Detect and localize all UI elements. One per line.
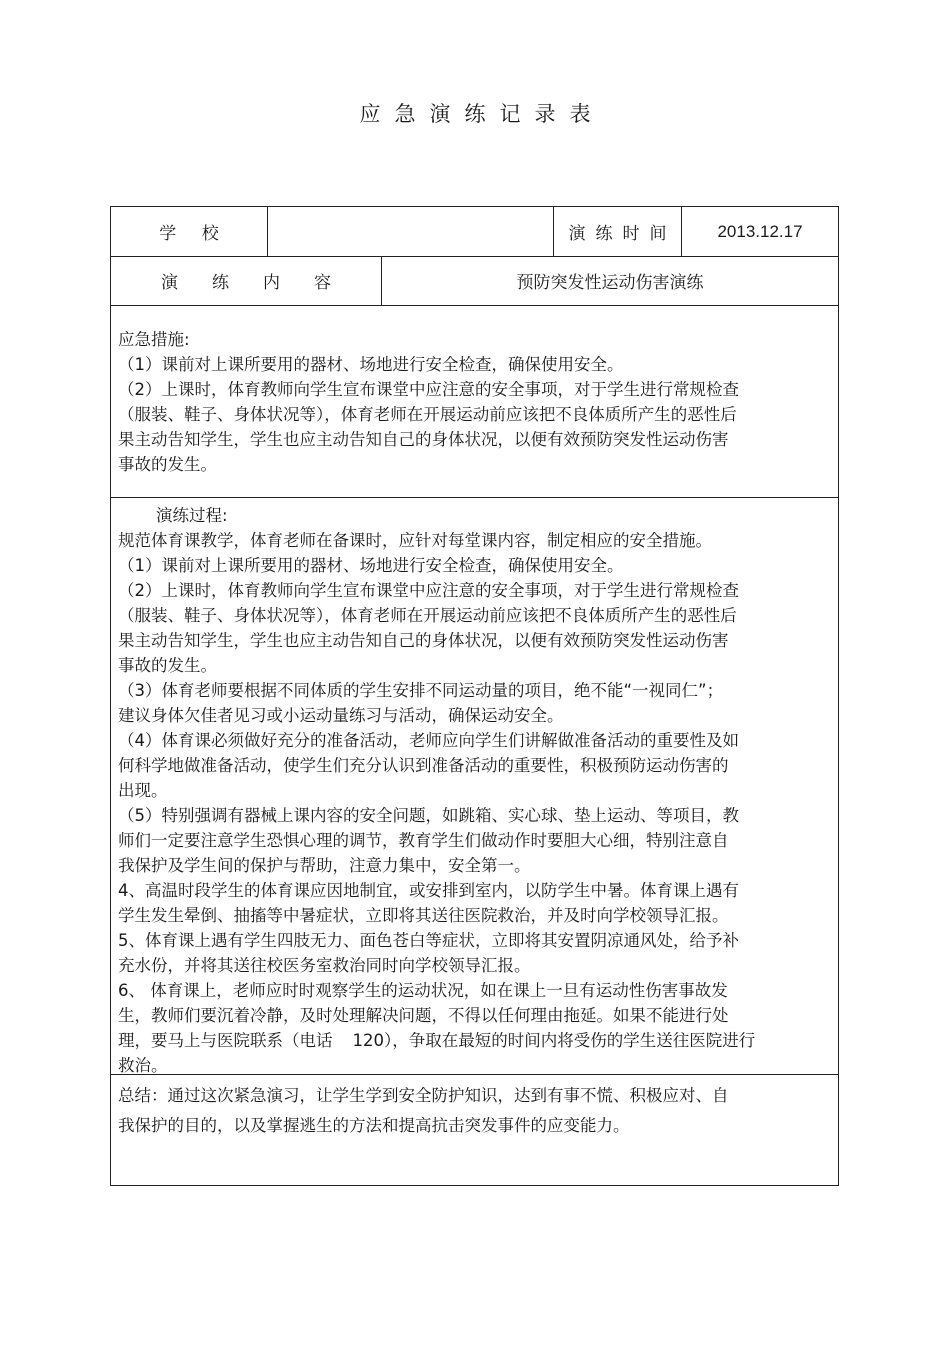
process-tel-line — [118, 1028, 806, 1053]
row-divider — [111, 497, 838, 498]
process-line: （5）特别强调有器械上课内容的安全问题，如跳箱、实心球、垫上运动、等项目，教 — [118, 806, 739, 825]
summary-section — [118, 1081, 806, 1141]
drill-time-value: 2013.12.17 — [717, 221, 803, 241]
process-line: 学生发生晕倒、抽搐等中暑症状，立即将其送往医院救治，并及时向学校领导汇报。 — [118, 906, 729, 925]
measures-line: 果主动告知学生，学生也应主动告知自己的身体状况，以便有效预防突发性运动伤害 — [118, 430, 729, 449]
process-line: 6、 体育课上，老师应时时观察学生的运动状况，如在课上一旦有运动性伤害事故发 — [118, 981, 728, 1000]
measures-line: （服装、鞋子、身体状况等），体育老师在开展运动前应该把不良体质所产生的恶性后 — [118, 405, 737, 424]
process-line: 师们一定要注意学生恐惧心理的调节，教育学生们做动作时要胆大心细，特别注意自 — [118, 831, 729, 850]
drill-process-section — [118, 503, 806, 1078]
emergency-measures-section — [118, 327, 806, 477]
process-line: 出现。 — [118, 781, 168, 800]
process-line: 5、体育课上遇有学生四肢无力、面色苍白等症状，立即将其安置阴凉通风处，给予补 — [118, 931, 739, 950]
drill-record-table — [110, 206, 839, 1186]
school-value — [268, 207, 553, 256]
tel-number: 120 — [352, 1031, 384, 1050]
measures-line: 应急措施: — [118, 330, 190, 349]
process-line: 4、高温时段学生的体育课应因地制宜，或安排到室内，以防学生中暑。体育课上遇有 — [118, 881, 739, 900]
page-title: 应急演练记录表 — [359, 102, 605, 126]
measures-line: （2）上课时，体育教师向学生宣布课堂中应注意的安全事项，对于学生进行常规检查 — [118, 380, 739, 399]
drill-content-label: 演练内容 — [161, 273, 365, 293]
process-line: （服装、鞋子、身体状况等），体育老师在开展运动前应该把不良体质所产生的恶性后 — [118, 606, 737, 625]
measures-line: 事故的发生。 — [118, 455, 217, 474]
tel-text-before: 理，要马上与医院联系（电话 — [118, 1031, 333, 1050]
drill-content-value: 预防突发性运动伤害演练 — [516, 273, 704, 293]
summary-line: 我保护的目的，以及掌握逃生的方法和提高抗击突发事件的应变能力。 — [118, 1116, 630, 1135]
process-line: 救治。 — [118, 1056, 168, 1075]
process-line: 规范体育课教学，体育老师在备课时，应针对每堂课内容，制定相应的安全措施。 — [118, 531, 712, 550]
tel-text-after: ），争取在最短的时间内将受伤的学生送往医院进行 — [384, 1031, 756, 1050]
process-heading: 演练过程: — [156, 506, 228, 525]
school-label: 学 校 — [159, 224, 229, 244]
process-line: 事故的发生。 — [118, 656, 217, 675]
process-line: 生，教师们要沉着冷静，及时处理解决问题，不得以任何理由拖延。如果不能进行处 — [118, 1006, 729, 1025]
process-line: 充水份，并将其送往校医务室救治同时向学校领导汇报。 — [118, 956, 531, 975]
process-line: （3）体育老师要根据不同体质的学生安排不同运动量的项目，绝不能“一视同仁”； — [118, 681, 724, 700]
process-line: 果主动告知学生，学生也应主动告知自己的身体状况，以便有效预防突发性运动伤害 — [118, 631, 729, 650]
measures-line: （1）课前对上课所要用的器材、场地进行安全检查，确保使用安全。 — [118, 355, 624, 374]
process-line: 何科学地做准备活动，使学生们充分认识到准备活动的重要性，积极预防运动伤害的 — [118, 756, 729, 775]
process-line: （1）课前对上课所要用的器材、场地进行安全检查，确保使用安全。 — [118, 556, 624, 575]
summary-line: 总结：通过这次紧急演习，让学生学到安全防护知识，达到有事不慌、积极应对、自 — [118, 1086, 729, 1105]
process-line: （4）体育课必须做好充分的准备活动，老师应向学生们讲解做准备活动的重要性及如 — [118, 731, 739, 750]
drill-time-label: 演练时间 — [568, 224, 677, 244]
process-line: （2）上课时，体育教师向学生宣布课堂中应注意的安全事项，对于学生进行常规检查 — [118, 581, 739, 600]
row-divider — [111, 305, 838, 306]
process-line: 建议身体欠佳者见习或小运动量练习与活动，确保运动安全。 — [118, 706, 564, 725]
process-line: 我保护及学生间的保护与帮助，注意力集中，安全第一。 — [118, 856, 531, 875]
